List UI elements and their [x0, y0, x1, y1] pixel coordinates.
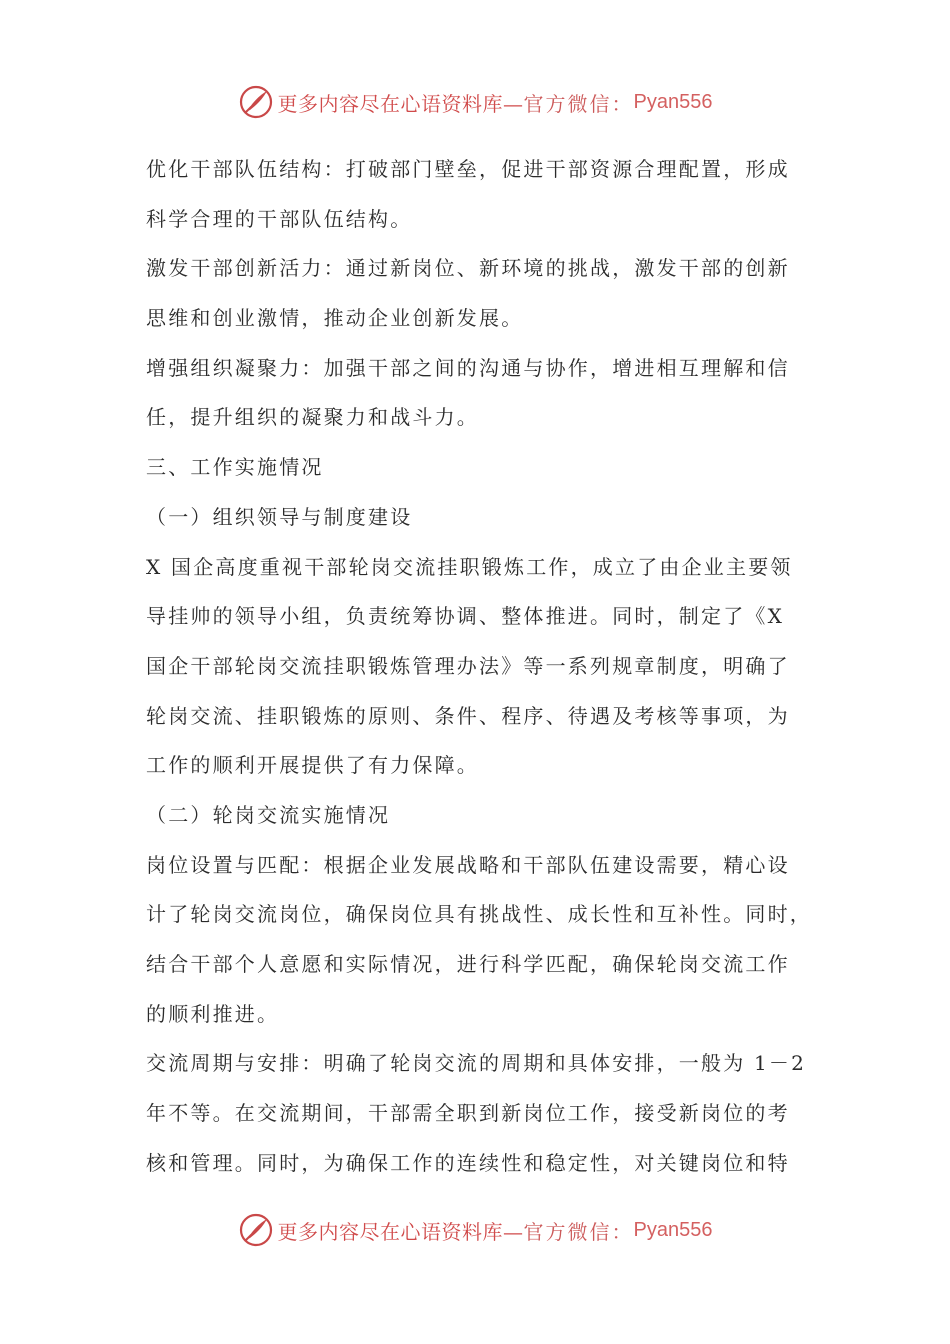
document-body [146, 145, 826, 1188]
banner-wechat-label: 官方微信： [523, 91, 634, 116]
text-line: 年不等。在交流期间，干部需全职到新岗位工作，接受新岗位的考 [146, 1101, 790, 1126]
banner-wechat-id: Pyan556 [633, 1218, 713, 1241]
footer-watermark-banner [0, 1210, 950, 1250]
text-line: X 国企高度重视干部轮岗交流挂职锻炼工作，成立了由企业主要领 [146, 554, 793, 579]
text-line: 岗位设置与匹配：根据企业发展战略和干部队伍建设需要，精心设 [146, 852, 790, 877]
text-line: 导挂帅的领导小组，负责统筹协调、整体推进。同时，制定了《X [146, 604, 785, 629]
banner-text: 更多内容尽在心语资料库— [277, 91, 524, 116]
text-line: 结合干部个人意愿和实际情况，进行科学匹配，确保轮岗交流工作 [146, 952, 790, 976]
text-line: 国企干部轮岗交流挂职锻炼管理办法》等一系列规章制度，明确了 [146, 653, 790, 678]
text-line: 科学合理的干部队伍结构。 [146, 206, 413, 231]
header-watermark-banner [0, 82, 950, 122]
text-line: 工作的顺利开展提供了有力保障。 [146, 753, 479, 778]
subsection-heading: （二）轮岗交流实施情况 [146, 802, 391, 827]
text-line: 的顺利推进。 [146, 1001, 280, 1026]
text-line: 激发干部创新活力：通过新岗位、新环境的挑战，激发干部的创新 [146, 256, 790, 281]
text-line: 交流周期与安排：明确了轮岗交流的周期和具体安排，一般为 1－2 [146, 1051, 807, 1076]
text-line: 思维和创业激情，推动企业创新发展。 [146, 306, 524, 331]
text-line: 计了轮岗交流岗位，确保岗位具有挑战性、成长性和互补性。同时， [146, 902, 812, 927]
banner-wechat-label: 官方微信： [523, 1219, 634, 1244]
banner-wechat-id: Pyan556 [633, 90, 713, 113]
text-line: 轮岗交流、挂职锻炼的原则、条件、程序、待遇及考核等事项，为 [146, 703, 790, 728]
quill-logo-icon [238, 84, 274, 120]
banner-text: 更多内容尽在心语资料库— [277, 1219, 524, 1244]
quill-logo-icon [238, 1212, 274, 1248]
subsection-heading: （一）组织领导与制度建设 [146, 504, 413, 529]
text-line: 核和管理。同时，为确保工作的连续性和稳定性，对关键岗位和特 [146, 1150, 790, 1175]
section-heading: 三、工作实施情况 [146, 455, 324, 480]
text-line: 增强组织凝聚力：加强干部之间的沟通与协作，增进相互理解和信 [146, 355, 790, 380]
text-line: 优化干部队伍结构：打破部门壁垒，促进干部资源合理配置，形成 [146, 157, 790, 181]
text-line: 任，提升组织的凝聚力和战斗力。 [146, 405, 479, 430]
